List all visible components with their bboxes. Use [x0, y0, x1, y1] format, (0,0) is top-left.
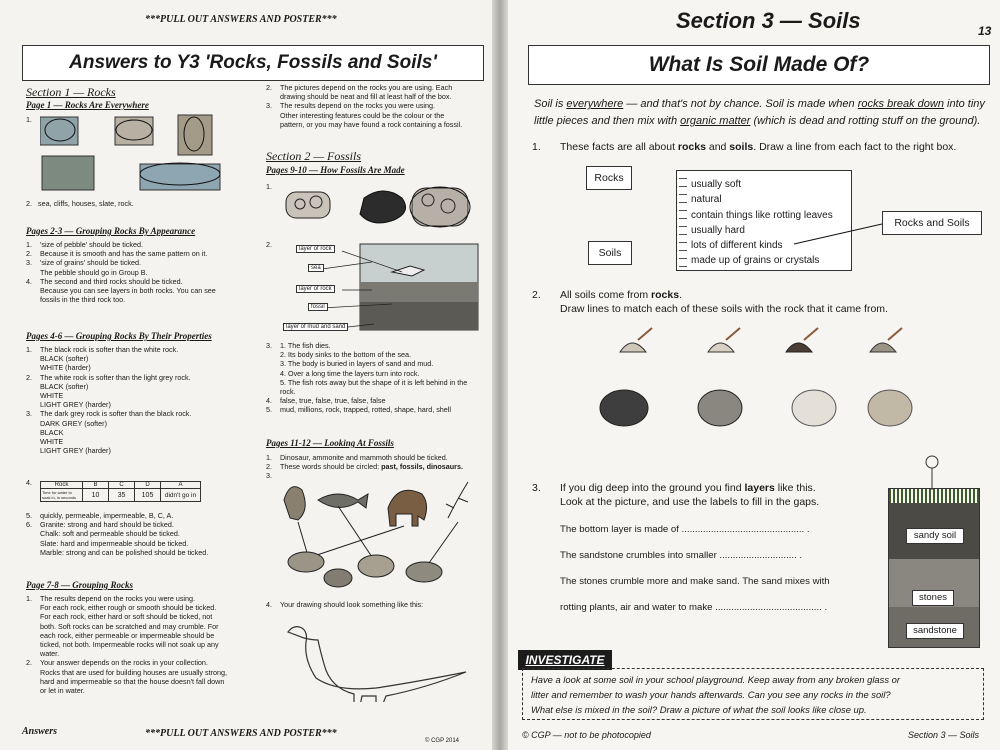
left-footer: ***PULL OUT ANSWERS AND POSTER*** — [145, 728, 337, 739]
gap-sentence-3: The stones crumble more and make sand. The sand mixes with — [560, 576, 830, 587]
fact-item[interactable]: made up of grains or crystals — [691, 255, 820, 267]
page-number: 13 — [978, 24, 992, 38]
q2-number: 2. — [532, 289, 541, 301]
soil-title: What Is Soil Made Of? — [648, 53, 870, 76]
table-row: Rock B C D A — [41, 482, 201, 489]
q4-num: 4. — [26, 478, 32, 487]
q3-line2: Look at the picture, and use the labels to fill in the gaps. — [560, 496, 820, 508]
investigate-text: Have a look at some soil in your school playground. Keep away from any broken glass or litter and remember to wash your hands afterwards. Can you see any rocks in the soil? What else is mixed in the soil? Draw a picture of what the soil looks like close up. — [531, 674, 900, 715]
left-header: ***PULL OUT ANSWERS AND POSTER*** — [145, 14, 337, 25]
q2-line2: Draw lines to match each of these soils with the rock that it came from. — [560, 303, 888, 315]
q3-line1: If you dig deep into the ground you find layers like this. — [560, 482, 816, 494]
rock-photos-answer — [40, 112, 250, 194]
investigate-box — [522, 668, 984, 720]
right-footer-copyright: © CGP — not to be photocopied — [522, 730, 651, 740]
gap-sentence-2[interactable]: The sandstone crumbles into smaller ............................. . — [560, 550, 803, 561]
rock-4[interactable] — [868, 390, 912, 426]
fact-item[interactable]: usually hard — [691, 224, 745, 236]
photo-roofs — [42, 156, 94, 190]
photo-beach — [140, 164, 220, 190]
p23-heading: Pages 2-3 — Grouping Rocks By Appearance — [26, 226, 196, 236]
section3-title: Section 3 — Soils — [676, 8, 861, 33]
p23-answers: 1. 'size of pebble' should be ticked. 2. Because it is smooth and has the same pattern on it. 3. 'size of grains' should be ticked. The pebble should go in Group B. 4. The second and third rocks should be ticked. Because you can see layers in both rocks. You can see fossils in the third rock too. — [26, 240, 216, 305]
p1112-q4: 4. Your drawing should look something like this: — [266, 600, 424, 609]
intro-text: Soil is everywhere — and that's not by chance. Soil is made when rocks break down into tiny little pieces and then mix with organic matter (which is dead and rotting stuff on the ground). — [534, 98, 985, 127]
investigate-banner: INVESTIGATE — [518, 650, 612, 670]
q1-number: 1. — [532, 141, 541, 153]
p1112-heading: Pages 11-12 — Looking At Fossils — [266, 438, 394, 448]
rocks-box[interactable]: Rocks — [586, 166, 632, 190]
p78-heading: Page 7-8 — Grouping Rocks — [26, 580, 134, 590]
label-mud-and-sand: layer of mud and sand — [283, 323, 348, 331]
section2-heading: Section 2 — Fossils — [266, 149, 361, 163]
label-sandstone: sandstone — [906, 623, 964, 639]
soil-pile-4[interactable] — [870, 343, 896, 352]
flower-icon — [920, 454, 944, 490]
rocks-and-soils-box[interactable]: Rocks and Soils — [882, 211, 982, 235]
p910-heading: Pages 9-10 — How Fossils Are Made — [266, 165, 405, 175]
gap-sentence-1[interactable]: The bottom layer is made of .............................................. . — [560, 524, 810, 535]
p910-answers: 3. 1. The fish dies. 2. Its body sinks to the bottom of the sea. 3. The body is buried in layers of sand and mud. 4. Over a long time the layers turn into rock. 5. The fish rots away but the shape of it is left behind in the rock. 4. false, true, false, true, false, false 5. mud, millions, rock, trapped, rotted, shape, hard, shell — [266, 341, 468, 415]
gap-sentence-4[interactable]: rotting plants, air and water to make ........................................ . — [560, 602, 828, 613]
example-match-line — [790, 220, 890, 250]
section1-heading: Section 1 — Rocks — [26, 85, 116, 99]
label-fossil: fossil — [308, 303, 328, 311]
soils-box[interactable]: Soils — [588, 241, 632, 265]
table-row: Time for water to soak in, in seconds 10 35 105 didn't go in — [41, 489, 201, 502]
right-page — [500, 0, 1000, 750]
q3-number: 3. — [532, 482, 541, 494]
dinosaur-drawing — [282, 612, 472, 702]
q1-num-left: 1. — [266, 182, 272, 191]
soil-title-box — [528, 45, 990, 85]
label-stones: stones — [912, 590, 954, 606]
photo-tower — [178, 115, 212, 155]
fact-item[interactable]: usually soft — [691, 179, 742, 190]
book-spine — [492, 0, 508, 750]
label-layer-of-rock-2: layer of rock — [296, 285, 335, 293]
answers-title: Answers to Y3 'Rocks, Fossils and Soils' — [69, 52, 437, 73]
fossil-rocks-drawing — [282, 180, 492, 232]
col2-top: 2. The pictures depend on the rocks you are using. Each drawing should be neat and fill at least half of the box. 3. The results depend on the rocks you were using. Other interesting features could be the colour or the pattern, or you may have found a rock containing a fossil. — [266, 83, 463, 129]
grass — [889, 489, 979, 503]
soil-pile-2[interactable] — [708, 343, 734, 352]
fact-item[interactable]: lots of different kinds — [691, 240, 783, 252]
p78-answers: 1. The results depend on the rocks you were using. For each rock, either rough or smooth should be ticked. For each rock, either hard or soft should be ticked, not both. Soft rocks can be scratched and may crumble. For each rock, either permeable or impermeable should be ticked, not both. Impermeable rocks will not soak up any water. 2. Your answer depends on the rocks in your collection. Rocks that are used for building houses are usually strong, hard and impermeable so that the house doesn't fall down or let in water. — [26, 594, 227, 696]
fact-item[interactable]: contain things like rotting leaves — [691, 209, 833, 221]
p1112-answers: 1. Dinosaur, ammonite and mammoth should be ticked. 2. These words should be circled: past, fossils, dinosaurs. 3. — [266, 453, 463, 481]
rock-2[interactable] — [698, 390, 742, 426]
right-footer-section: Section 3 — Soils — [908, 730, 980, 740]
fact-item[interactable]: natural — [691, 194, 722, 206]
fossil-matching-drawing — [278, 478, 478, 593]
p46-answers: 1. The black rock is softer than the white rock. BLACK (softer) WHITE (harder) 2. The white rock is softer than the light grey rock. BLACK (softer) WHITE LIGHT GREY (harder) 3. The dark grey rock is softer than the black rock. DARK GREY (softer) BLACK WHITE LIGHT GREY (harder) — [26, 345, 192, 456]
p46-more: 5. quickly, permeable, impermeable, B, C, A. 6. Granite: strong and hard should be ticked. Chalk: soft and permeable should be ticked. Slate: hard and impermeable should be ticked. Marble: strong and can be polished should be ticked. — [26, 511, 209, 557]
left-copyright: © CGP 2014 — [425, 738, 459, 744]
rock-3[interactable] — [792, 390, 836, 426]
soil-pile-3[interactable] — [786, 343, 812, 352]
label-sea: sea — [308, 264, 324, 272]
rock-1[interactable] — [600, 390, 648, 426]
q2-num-left: 2. — [266, 240, 272, 249]
soil-pile-1[interactable] — [620, 343, 646, 352]
photo-house — [115, 117, 153, 145]
label-sandy-soil: sandy soil — [906, 528, 964, 544]
q2-line1: All soils come from rocks. — [560, 289, 682, 301]
answers-title-box — [22, 45, 484, 81]
q1-text: These facts are all about rocks and soils. Draw a line from each fact to the right box. — [560, 141, 957, 153]
notebook-rings — [679, 173, 687, 269]
soils-and-rocks-matching — [590, 320, 960, 432]
left-footer-label: Answers — [22, 726, 58, 737]
label-layer-of-rock-1: layer of rock — [296, 245, 335, 253]
permeability-table — [40, 481, 201, 502]
p46-heading: Pages 4-6 — Grouping Rocks By Their Properties — [26, 331, 212, 341]
p1-num: 1. — [26, 115, 32, 124]
p1-answer2: 2. sea, cliffs, houses, slate, rock. — [26, 199, 134, 208]
p1-heading: Page 1 — Rocks Are Everywhere — [26, 100, 149, 110]
